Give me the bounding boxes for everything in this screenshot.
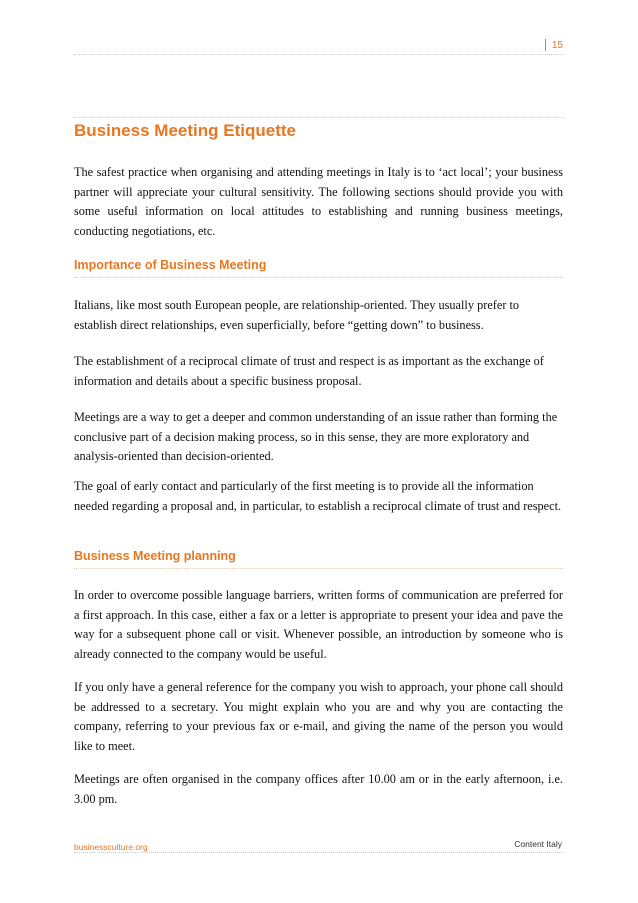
intro-paragraph: The safest practice when organising and attending meetings in Italy is to ‘act local’; your business partner will appreciate your cultural sensitivity. The following sections should provide you with some useful information on local attitudes to establishing and running business meetings, conducting negotiations, etc. <box>74 165 563 238</box>
section-heading-importance: Importance of Business Meeting <box>74 258 563 278</box>
title-rule <box>74 117 564 118</box>
page-title: Business Meeting Etiquette <box>74 121 296 140</box>
importance-paragraph-4: The goal of early contact and particularly of the first meeting is to provide all the information needed regarding a proposal and, in particular, to establish a reciprocal climate of trust and respect. <box>74 479 562 513</box>
planning-paragraph-3: Meetings are often organised in the company offices after 10.00 am or in the early afternoon, i.e. 3.00 pm. <box>74 772 563 806</box>
section-heading-planning: Business Meeting planning <box>74 549 563 569</box>
importance-paragraph-1: Italians, like most south European people, are relationship-oriented. They usually prefer to establish direct relationships, even superficially, before “getting down” to business. <box>74 298 520 332</box>
page-number <box>545 39 563 51</box>
header-rule <box>74 54 564 55</box>
page-number-text: 15 <box>551 39 563 51</box>
footer-section: Content Italy <box>514 839 562 849</box>
page-number-divider <box>545 39 546 51</box>
importance-paragraph-2: The establishment of a reciprocal climate of trust and respect is as important as the exchange of information and details about a specific business proposal. <box>74 354 544 388</box>
planning-paragraph-2: If you only have a general reference for the company you wish to approach, your phone call should be addressed to a secretary. You might explain who you are and why you are contacting the company, referring to your previous fax or e-mail, and giving the name of the person you would like to meet. <box>74 680 563 753</box>
importance-paragraph-3: Meetings are a way to get a deeper and common understanding of an issue rather than forming the conclusive part of a decision making process, so in this sense, they are more exploratory and analysis-oriented than decision-oriented. <box>74 410 558 463</box>
planning-paragraph-1: In order to overcome possible language barriers, written forms of communication are preferred for a first approach. In this case, either a fax or a letter is appropriate to present your idea and pave the way for a subsequent phone call or visit. Whenever possible, an introduction by someone who is already connected to the company would be useful. <box>74 588 563 661</box>
footer-website: businessculture.org <box>74 842 148 852</box>
footer-rule <box>74 852 564 853</box>
